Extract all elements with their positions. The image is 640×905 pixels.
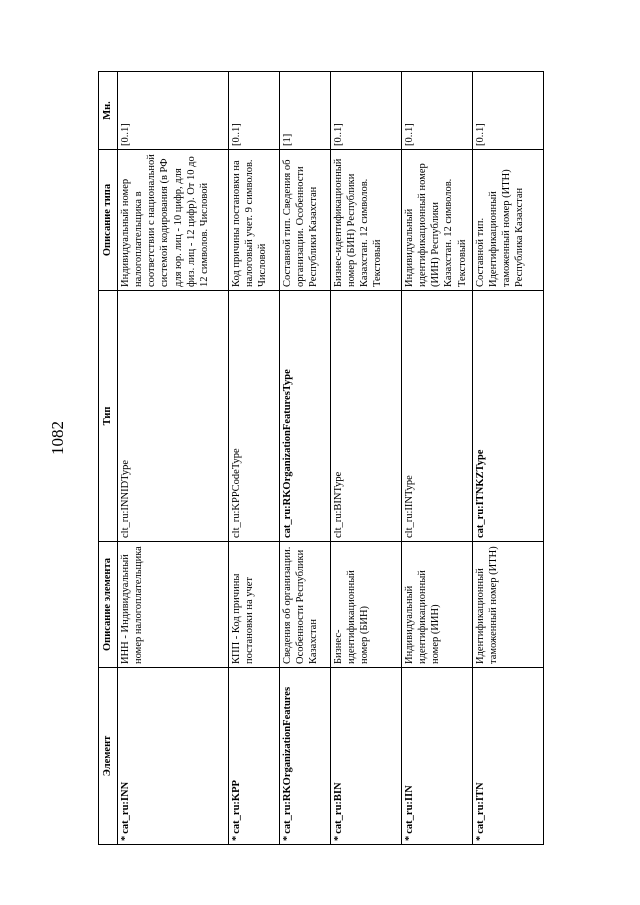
header-row: [99, 72, 118, 845]
multiplicity-cell: [1]: [280, 72, 331, 150]
multiplicity-cell: [0..1]: [118, 72, 229, 150]
table-row: [473, 72, 544, 845]
type-cell: clt_ru:BINType: [331, 291, 402, 542]
element-cell: [280, 668, 331, 845]
element-name: cat_ru:KPP: [231, 780, 242, 834]
header-type-description: Описание типа: [99, 150, 118, 291]
header-element: Элемент: [99, 668, 118, 845]
rotated-table-frame: [98, 72, 526, 845]
type-description-cell: Индивидуальный идентификационный номер (ИИН) Республики Казахстан. 12 символов. Текстовый: [402, 150, 473, 291]
multiplicity-cell: [0..1]: [229, 72, 280, 150]
required-marker: *: [120, 835, 131, 841]
header-multiplicity: Мн.: [99, 72, 118, 150]
type-description-cell: Составной тип. Идентификационный таможенный номер (ИТН) Республика Казахстан: [473, 150, 544, 291]
header-type: Тип: [99, 291, 118, 542]
table-row: [229, 72, 280, 845]
type-cell: clt_ru:IINType: [402, 291, 473, 542]
type-description-cell: Индивидуальный номер налогоплательщика в соответствии с национальной системой кодирования (в РФ для юр. лиц - 10 цифр, для физ. лиц - 12 цифр). От 10 до 12 символов. Числовой: [118, 150, 229, 291]
element-description-cell: ИНН - Индивидуальный номер налогоплательщика: [118, 542, 229, 668]
table-row: [118, 72, 229, 845]
element-description-cell: Бизнес-идентификационный номер (БИН): [331, 542, 402, 668]
element-cell: [473, 668, 544, 845]
header-element-description: Описание элемента: [99, 542, 118, 668]
table-row: [280, 72, 331, 845]
element-name: cat_ru:ITN: [475, 782, 486, 834]
required-marker: *: [404, 835, 415, 841]
required-marker: *: [333, 835, 344, 841]
type-cell: cat_ru:ITNKZType: [473, 291, 544, 542]
element-cell: [118, 668, 229, 845]
multiplicity-cell: [0..1]: [331, 72, 402, 150]
type-description-cell: Бизнес-идентификационный номер (БИН) Республики Казахстан. 12 символов. Текстовый: [331, 150, 402, 291]
table-row: [402, 72, 473, 845]
required-marker: *: [475, 835, 486, 841]
element-cell: [229, 668, 280, 845]
element-name: cat_ru:INN: [120, 781, 131, 834]
element-description-cell: Идентификационный таможенный номер (ИТН): [473, 542, 544, 668]
table-row: [331, 72, 402, 845]
element-cell: [331, 668, 402, 845]
element-name: cat_ru:RKOrganizationFeatures: [282, 686, 293, 834]
page-number: 1082: [48, 421, 67, 455]
type-description-cell: Код причины постановки на налоговый учет. 9 символов. Числовой: [229, 150, 280, 291]
element-name: cat_ru:BIN: [333, 782, 344, 834]
type-cell: clt_ru:KPPCodeType: [229, 291, 280, 542]
type-description-cell: Составной тип. Сведения об организации. Особенности Республики Казахстан: [280, 150, 331, 291]
element-name: cat_ru:IIN: [404, 785, 415, 834]
element-cell: [402, 668, 473, 845]
multiplicity-cell: [0..1]: [402, 72, 473, 150]
required-marker: *: [282, 835, 293, 841]
table-container: [98, 72, 526, 845]
element-description-cell: Сведения об организации. Особенности Республики Казахстан: [280, 542, 331, 668]
type-cell: cat_ru:RKOrganizationFeaturesType: [280, 291, 331, 542]
element-description-cell: Индивидуальный идентификационный номер (ИИН): [402, 542, 473, 668]
required-marker: *: [231, 835, 242, 841]
type-cell: clt_ru:INNIDType: [118, 291, 229, 542]
multiplicity-cell: [0..1]: [473, 72, 544, 150]
element-description-cell: КПП - Код причины постановки на учет: [229, 542, 280, 668]
elements-table: [98, 71, 544, 845]
